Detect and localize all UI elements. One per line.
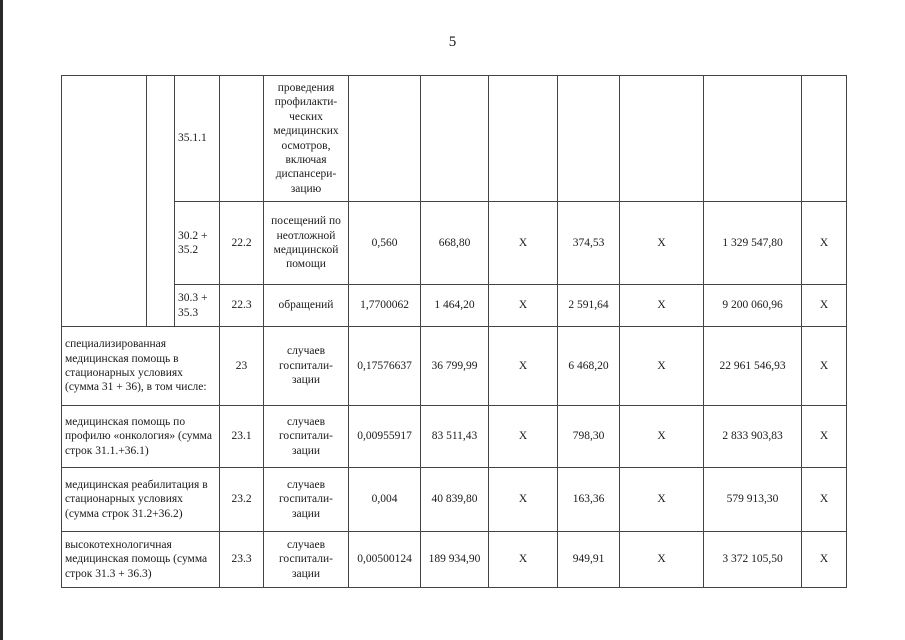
x-cell [489, 76, 558, 202]
total-cell [704, 76, 802, 202]
cost-cell: 36 799,99 [421, 327, 489, 406]
norm-cell: 0,560 [349, 202, 421, 285]
x-cell: X [489, 468, 558, 532]
table-row [62, 285, 847, 327]
value-cell: 798,30 [558, 406, 620, 468]
x-cell [620, 76, 704, 202]
row-number: 22.3 [220, 285, 264, 327]
cost-cell: 1 464,20 [421, 285, 489, 327]
value-cell: 949,91 [558, 532, 620, 588]
value-cell: 374,53 [558, 202, 620, 285]
row-name: медицинская реабилитация в стационарных условиях (сумма строк 31.2+36.2) [62, 468, 220, 532]
table-row [62, 468, 847, 532]
x-cell: X [620, 202, 704, 285]
x-cell [802, 76, 847, 202]
x-cell: X [802, 468, 847, 532]
table-row [62, 532, 847, 588]
row-code: 30.3 + 35.3 [175, 285, 220, 327]
total-cell: 2 833 903,83 [704, 406, 802, 468]
unit-cell: случаев госпитали-зации [264, 532, 349, 588]
unit-cell: посещений по неотложной медицинской помощи [264, 202, 349, 285]
cost-cell: 668,80 [421, 202, 489, 285]
cost-cell: 189 934,90 [421, 532, 489, 588]
cost-cell: 40 839,80 [421, 468, 489, 532]
value-cell: 2 591,64 [558, 285, 620, 327]
norm-cell: 0,00500124 [349, 532, 421, 588]
norm-cell: 1,7700062 [349, 285, 421, 327]
page-number: 5 [448, 34, 457, 50]
x-cell: X [620, 285, 704, 327]
row-number: 23 [220, 327, 264, 406]
x-cell: X [802, 406, 847, 468]
value-cell: 163,36 [558, 468, 620, 532]
table-row [62, 327, 847, 406]
x-cell: X [620, 406, 704, 468]
row-code: 35.1.1 [175, 76, 220, 202]
row-number: 23.1 [220, 406, 264, 468]
total-cell: 9 200 060,96 [704, 285, 802, 327]
x-cell: X [802, 202, 847, 285]
x-cell: X [620, 532, 704, 588]
row-code: 30.2 + 35.2 [175, 202, 220, 285]
x-cell: X [802, 327, 847, 406]
x-cell: X [802, 532, 847, 588]
total-cell: 579 913,30 [704, 468, 802, 532]
x-cell: X [620, 468, 704, 532]
norm-cell: 0,17576637 [349, 327, 421, 406]
x-cell: X [489, 285, 558, 327]
cost-cell [421, 76, 489, 202]
unit-cell: случаев госпитали-зации [264, 327, 349, 406]
table-row [62, 76, 847, 202]
row-name: высокотехнологичная медицинская помощь (сумма строк 31.3 + 36.3) [62, 532, 220, 588]
norm-cell: 0,004 [349, 468, 421, 532]
value-cell [558, 76, 620, 202]
x-cell: X [489, 202, 558, 285]
row-number: 23.3 [220, 532, 264, 588]
row-number: 22.2 [220, 202, 264, 285]
norm-cell: 0,00955917 [349, 406, 421, 468]
unit-cell: случаев госпитали-зации [264, 468, 349, 532]
x-cell: X [489, 406, 558, 468]
unit-cell: случаев госпитали-зации [264, 406, 349, 468]
total-cell: 1 329 547,80 [704, 202, 802, 285]
unit-cell: обращений [264, 285, 349, 327]
table-row [62, 202, 847, 285]
total-cell: 3 372 105,50 [704, 532, 802, 588]
value-cell: 6 468,20 [558, 327, 620, 406]
merged-empty-cell [62, 76, 147, 327]
cost-cell: 83 511,43 [421, 406, 489, 468]
x-cell: X [489, 532, 558, 588]
x-cell: X [802, 285, 847, 327]
x-cell: X [620, 327, 704, 406]
row-name: медицинская помощь по профилю «онкология» (сумма строк 31.1.+36.1) [62, 406, 220, 468]
row-number [220, 76, 264, 202]
total-cell: 22 961 546,93 [704, 327, 802, 406]
page-left-edge [0, 0, 3, 640]
norm-cell [349, 76, 421, 202]
row-number: 23.2 [220, 468, 264, 532]
x-cell: X [489, 327, 558, 406]
unit-cell: проведения профилакти-ческих медицинских осмотров, включая диспансери-зацию [264, 76, 349, 202]
data-table [61, 75, 847, 588]
table-row [62, 406, 847, 468]
merged-empty-cell [147, 76, 175, 327]
row-name: специализированная медицинская помощь в стационарных условиях (сумма 31 + 36), в том числе: [62, 327, 220, 406]
